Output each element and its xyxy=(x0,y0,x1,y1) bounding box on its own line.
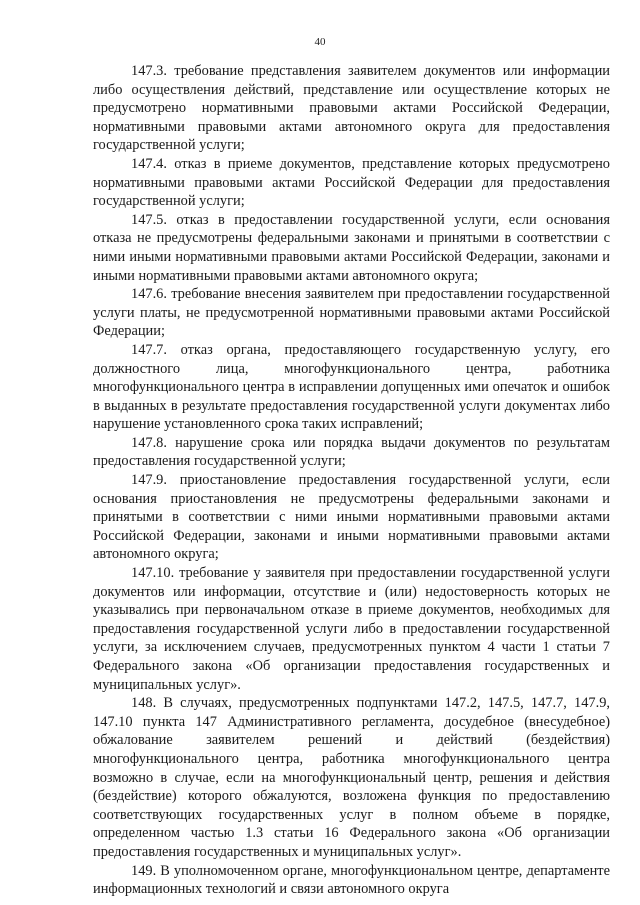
paragraph-149: 149. В уполномоченном органе, многофункциональном центре, департаменте информационных технологий и связи автономного округа xyxy=(93,862,610,898)
document-body xyxy=(93,62,610,899)
paragraph-147-10: 147.10. требование у заявителя при предоставлении государственной услуги документов или информации, отсутствие и (или) недостоверность которых не указывались при первоначальном отказе в приеме документов, необходимых для предоставления государственной услуги либо в предоставлении государственной услуги, за исключением случаев, предусмотренных пунктом 4 части 1 статьи 7 Федерального закона «Об организации предоставления государственных и муниципальных услуг». xyxy=(93,565,610,693)
page-number: 40 xyxy=(314,36,326,48)
paragraph-147-6: 147.6. требование внесения заявителем при предоставлении государственной услуги платы, не предусмотренной нормативными правовыми актами Российской Федерации; xyxy=(93,286,610,340)
paragraph-147-4: 147.4. отказ в приеме документов, представление которых предусмотрено нормативными правовыми актами Российской Федерации для предоставления государственной услуги; xyxy=(93,155,610,210)
paragraph-147-3: 147.3. требование представления заявителем документов или информации либо осуществления действий, представление или осуществление которых не предусмотрено нормативными правовыми актами Российской Федерации, нормативными правовыми актами автономного округа для предоставления государственной услуги; xyxy=(93,63,610,154)
paragraph-147-9: 147.9. приостановление предоставления государственной услуги, если основания приостановления не предусмотрены федеральными законами и принятыми в соответствии с ними иными нормативными правовыми актами Российской Федерации, законами и иными нормативными правовыми актами автономного округа; xyxy=(93,472,610,563)
paragraph-147-5: 147.5. отказ в предоставлении государственной услуги, если основания отказа не предусмотрены федеральными законами и принятыми в соответствии с ними иными нормативными правовыми актами Российской Федерации, законами и иными нормативными правовыми актами автономного округа; xyxy=(93,211,610,284)
paragraph-147-7: 147.7. отказ органа, предоставляющего государственную услугу, его должностного лица, многофункционального центра, работника многофункционального центра в исправлении допущенных ими опечаток и ошибок в выданных в результате предоставления государственной услуги документах либо нарушение установленного срока таких исправлений; xyxy=(93,341,610,433)
paragraph-148: 148. В случаях, предусмотренных подпунктами 147.2, 147.5, 147.7, 147.9, 147.10 пункта 147 Административного регламента, досудебное (внесудебное) обжалование заявителем решений и действий (бездействия) многофункционального центра, работника многофункционального центра возможно в случае, если на многофункциональный центр, решения и действия (бездействие) которого обжалуются, возложена функция по предоставлению соответствующих государственных услуг в полном объеме в порядке, определенном частью 1.3 статьи 16 Федерального закона «Об организации предоставления государственных и муниципальных услуг». xyxy=(93,695,610,860)
paragraph-147-8: 147.8. нарушение срока или порядка выдачи документов по результатам предоставления государственной услуги; xyxy=(93,434,610,470)
